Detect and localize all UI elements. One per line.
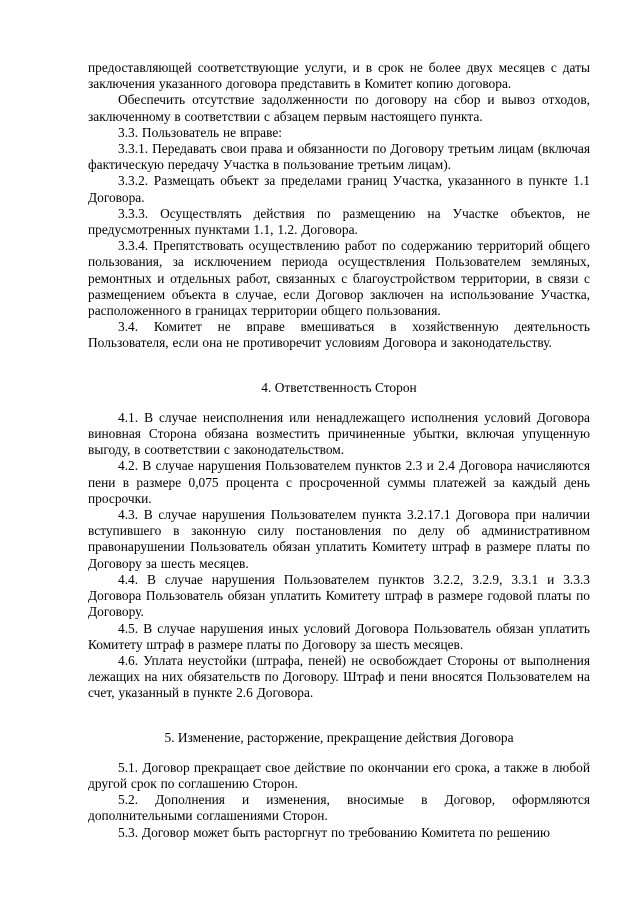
paragraph-3-3-3: 3.3.3. Осуществлять действия по размещению на Участке объектов, не предусмотренных пунктами 1.1, 1.2. Договора. [88,205,590,238]
paragraph-4-1: 4.1. В случае неисполнения или ненадлежащего исполнения условий Договора виновная Сторона обязана возместить причиненные убытки, включая упущенную выгоду, в соответствии с законодательством. [88,409,590,458]
paragraph-4-3: 4.3. В случае нарушения Пользователем пункта 3.2.17.1 Договора при наличии вступившего в законную силу постановления по делу об административном правонарушении Пользователь обязан уплатить Комитету штраф в размере платы по Договору за шесть месяцев. [88,507,590,571]
paragraph-5-3: 5.3. Договор может быть расторгнут по требованию Комитета по решению [118,824,550,840]
section-4-heading: 4. Ответственность Сторон [261,379,417,395]
paragraph-5-1: 5.1. Договор прекращает свое действие по окончании его срока, а также в любой другой срок по соглашению Сторон. [88,759,590,791]
paragraph-3-3-2: 3.3.2. Размещать объект за пределами границ Участка, указанного в пункте 1.1 Договора. [88,173,590,205]
paragraph-5-2: 5.2. Дополнения и изменения, вносимые в Договор, оформляются дополнительными соглашениями Сторон. [88,792,590,824]
paragraph-4-4: 4.4. В случае нарушения Пользователем пунктов 3.2.2, 3.2.9, 3.3.1 и 3.3.3 Договора Пользователь обязан уплатить Комитету штраф в размере годовой платы по Договору. [88,571,590,620]
paragraph-3-3-1: 3.3.1. Передавать свои права и обязанности по Договору третьим лицам (включая фактическую передачу Участка в пользование третьим лицам). [88,141,590,173]
paragraph-3-4: 3.4. Комитет не вправе вмешиваться в хозяйственную деятельность Пользователя, если она не противоречит условиям Договора и законодательству. [88,319,590,351]
paragraph-intro-continued: предоставляющей соответствующие услуги, и в срок не более двух месяцев с даты заключения указанного договора представить в Комитет копию договора. [88,60,590,92]
paragraph-3-3-4: 3.3.4. Препятствовать осуществлению работ по содержанию территорий общего пользования, за исключением периода осуществления Пользователем земляных, ремонтных и отдельных работ, связанных с благоустройством территории, в связи с размещением объекта в случае, если Договор заключен на использование Участка, расположенного в границах территории общего пользования. [88,238,590,319]
paragraph-4-6: 4.6. Уплата неустойки (штрафа, пеней) не освобождает Стороны от выполнения лежащих на них обязательств по Договору. Штраф и пени вносятся Пользователем на счет, указанный в пункте 2.6 Договора. [88,652,590,701]
paragraph-4-5: 4.5. В случае нарушения иных условий Договора Пользователь обязан уплатить Комитету штраф в размере платы по Договору за шесть месяцев. [88,620,590,652]
section-5-heading: 5. Изменение, расторжение, прекращение действия Договора [164,729,514,745]
paragraph-waste-debt: Обеспечить отсутствие задолженности по договору на сбор и вывоз отходов, заключенному в соответствии с абзацем первым настоящего пункта. [88,92,590,124]
paragraph-3-3: 3.3. Пользователь не вправе: [118,124,282,140]
paragraph-4-2: 4.2. В случае нарушения Пользователем пунктов 2.3 и 2.4 Договора начисляются пени в размере 0,075 процента с просроченной суммы платежей за каждый день просрочки. [88,458,590,506]
